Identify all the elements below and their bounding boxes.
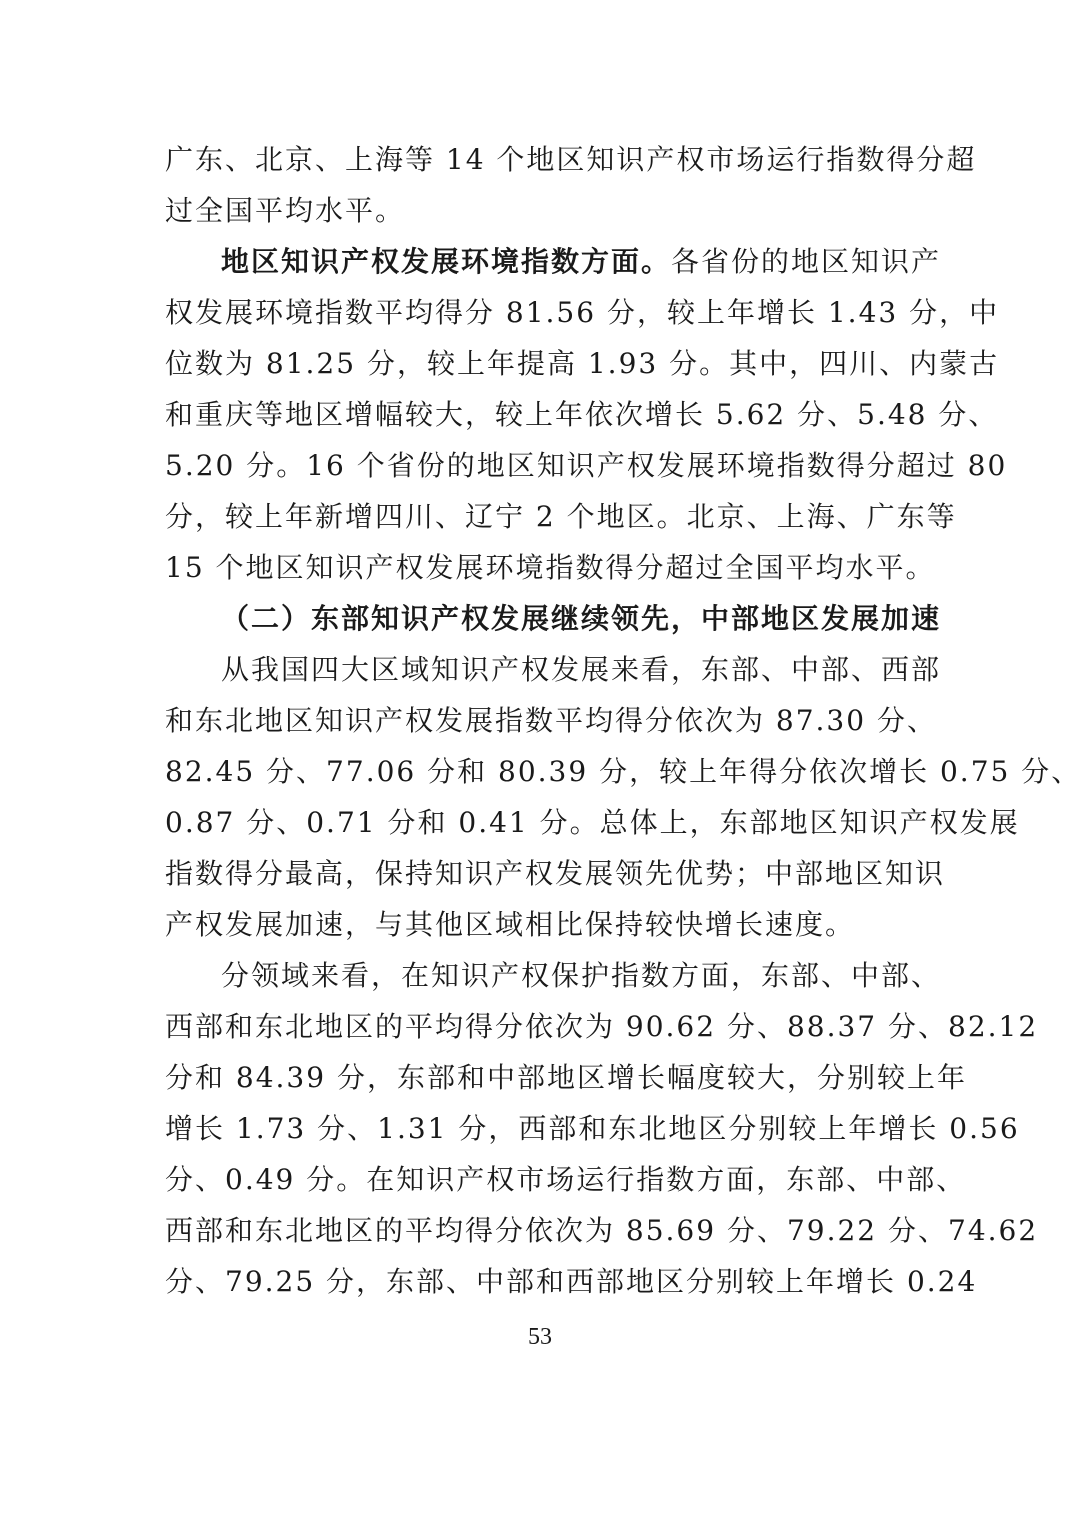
text-line: 权发展环境指数平均得分 81.56 分，较上年增长 1.43 分，中 (165, 296, 1000, 329)
text-line: 过全国平均水平。 (165, 194, 406, 227)
text-line: 增长 1.73 分、1.31 分，西部和东北地区分别较上年增长 0.56 (165, 1112, 1020, 1145)
bold-lead: 地区知识产权发展环境指数方面。 (221, 245, 672, 278)
text-line: 和东北地区知识产权发展指数平均得分依次为 87.30 分、 (165, 704, 937, 737)
text-line: 和重庆等地区增幅较大，较上年依次增长 5.62 分、5.48 分、 (165, 398, 999, 431)
text-line: 82.45 分、77.06 分和 80.39 分，较上年得分依次增长 0.75 分、 (165, 755, 1081, 788)
text-line: 广东、北京、上海等 14 个地区知识产权市场运行指数得分超 (165, 143, 977, 176)
text-line: 位数为 81.25 分，较上年提高 1.93 分。其中，四川、内蒙古 (165, 347, 1000, 380)
text-segment: 各省份的地区知识产 (671, 245, 942, 278)
text-line: 西部和东北地区的平均得分依次为 85.69 分、79.22 分、74.62 (165, 1214, 1039, 1247)
text-line: 5.20 分。16 个省份的地区知识产权发展环境指数得分超过 80 (165, 449, 1008, 482)
text-line: 分和 84.39 分，东部和中部地区增长幅度较大，分别较上年 (165, 1061, 967, 1094)
text-line (165, 236, 942, 287)
text-line: 分、79.25 分，东部、中部和西部地区分别较上年增长 0.24 (165, 1265, 978, 1298)
text-line: 从我国四大区域知识产权发展来看，东部、中部、西部 (221, 653, 942, 686)
text-line: 15 个地区知识产权发展环境指数得分超过全国平均水平。 (165, 551, 936, 584)
page-number: 53 (528, 1324, 552, 1350)
text-line: 指数得分最高，保持知识产权发展领先优势；中部地区知识 (165, 857, 946, 890)
text-line: 0.87 分、0.71 分和 0.41 分。总体上，东部地区知识产权发展 (165, 806, 1020, 839)
text-line: 分，较上年新增四川、辽宁 2 个地区。北京、上海、广东等 (165, 500, 957, 533)
text-line: 分领域来看，在知识产权保护指数方面，东部、中部、 (221, 959, 942, 992)
body-text (165, 134, 1081, 1307)
text-line: 西部和东北地区的平均得分依次为 90.62 分、88.37 分、82.12 (165, 1010, 1039, 1043)
text-line: 分、0.49 分。在知识产权市场运行指数方面，东部、中部、 (165, 1163, 967, 1196)
section-heading: （二）东部知识产权发展继续领先，中部地区发展加速 (221, 602, 942, 635)
text-line: 产权发展加速，与其他区域相比保持较快增长速度。 (165, 908, 856, 941)
